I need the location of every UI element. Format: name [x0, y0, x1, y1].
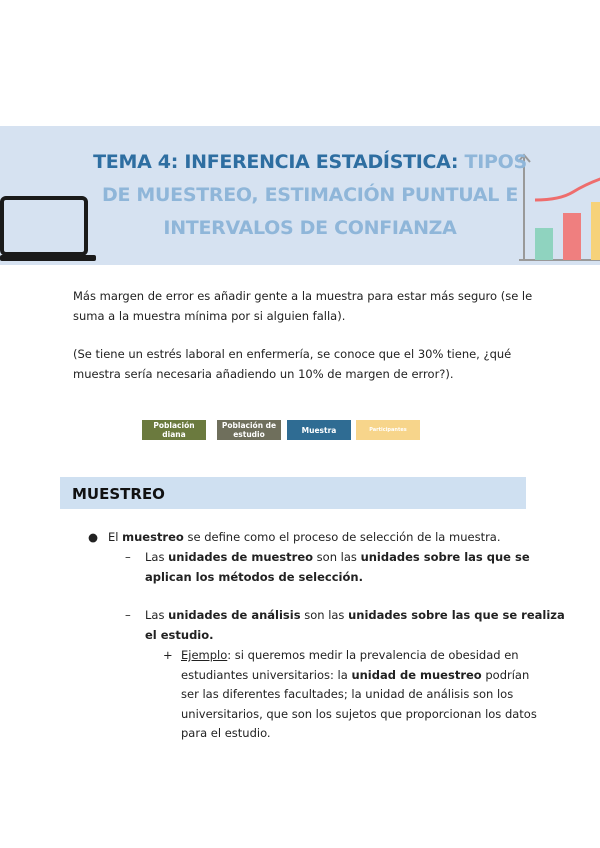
legend-participantes: Participantes: [356, 420, 420, 440]
list-item: Las unidades de análisis son las unidades sobre las que se realiza: [145, 608, 565, 622]
example-line-4: universitarios, que son los sujetos que proporcionan los datos: [181, 707, 537, 721]
example-line-5: para el estudio.: [181, 726, 271, 740]
page-title: [60, 146, 560, 245]
title-part-2: TIPOS: [464, 151, 527, 173]
list-item: El muestreo se define como el proceso de selección de la muestra.: [108, 530, 501, 544]
dash-marker: –: [125, 608, 131, 622]
list-item-continuation: el estudio.: [145, 628, 214, 642]
example-line-1: Ejemplo: si queremos medir la prevalencia de obesidad en: [181, 648, 519, 662]
section-title: MUESTREO: [72, 485, 165, 503]
legend-poblacion-diana: Población diana: [142, 420, 206, 440]
title-part-4: INTERVALOS DE CONFIANZA: [163, 217, 457, 239]
list-item: Las unidades de muestreo son las unidades sobre las que se: [145, 550, 530, 564]
title-part-3: DE MUESTREO, ESTIMACIÓN PUNTUAL E: [101, 184, 519, 206]
legend-poblacion-estudio: Población de estudio: [217, 420, 281, 440]
plus-marker: +: [163, 648, 173, 662]
example-line-3: ser las diferentes facultades; la unidad de análisis son los: [181, 687, 514, 701]
bullet-dot: ●: [88, 530, 99, 544]
intro-paragraph-1: Más margen de error es añadir gente a la muestra para estar más seguro (se le suma a la muestra mínima por si alguien falla).: [73, 289, 533, 323]
intro-paragraph-2: (Se tiene un estrés laboral en enfermería, se conoce que el 30% tiene, ¿qué muestra sería necesaria añadiendo un 10% de margen de error?).: [73, 347, 512, 381]
dash-marker: –: [125, 550, 131, 564]
list-item-continuation: aplican los métodos de selección.: [145, 570, 363, 584]
legend-muestra: Muestra: [287, 420, 351, 440]
example-line-2: estudiantes universitarios: la unidad de muestreo podrían: [181, 668, 530, 682]
title-part-1: TEMA 4: INFERENCIA ESTADÍSTICA:: [93, 151, 465, 173]
